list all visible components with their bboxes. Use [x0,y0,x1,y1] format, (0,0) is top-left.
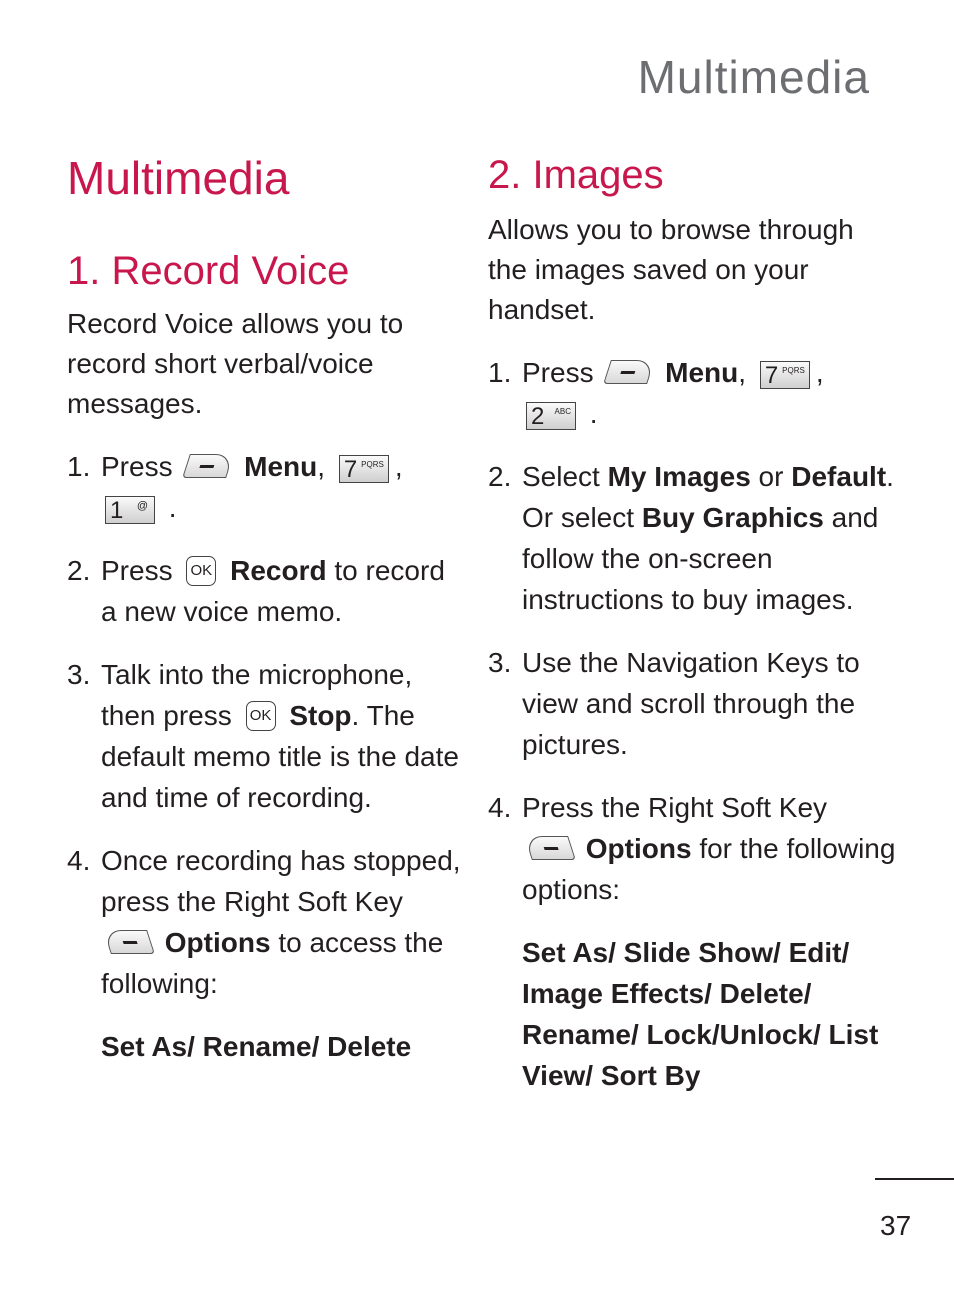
record-voice-options-list: Set As/ Rename/ Delete [101,1031,412,1062]
section-title-images: 2. Images [488,153,664,197]
step-text: Press [101,451,173,482]
step-number: 1. [67,451,91,482]
left-soft-key-icon [603,360,655,384]
step-number: 1. [488,357,512,388]
images-options-list: Set As/ Slide Show/ Edit/ Image Effects/ Delete/ Rename/ Lock/Unlock/ List View/ Sort By [522,937,879,1091]
page-number: 37 [880,1210,912,1241]
images-step-1: 1. Press Menu, 7 PQRS , 2 ABC . [488,352,898,434]
menu-label: Menu [665,357,739,388]
left-column [67,150,462,1067]
record-voice-step-2: 2. Press OK Record to record a new voice memo. [67,550,462,632]
key-1-icon: 1 @ [105,496,155,524]
record-label: Record [230,555,327,586]
menu-label: Menu [244,451,318,482]
record-voice-step-4: 4. Once recording has stopped, press the Right Soft Key Options to access the following: [67,840,462,1004]
right-soft-key-icon [524,836,576,860]
right-column [488,150,898,1096]
images-step-4: 4. Press the Right Soft Key Options for the following options: [488,787,898,910]
left-soft-key-icon [182,454,234,478]
key-7-icon: 7 PQRS [760,361,810,389]
ok-key-icon: OK [246,701,276,731]
options-label: Options [585,833,692,864]
step-number: 2. [488,461,512,492]
step-number: 4. [67,845,91,876]
key-2-icon: 2 ABC [526,402,576,430]
buy-graphics-label: Buy Graphics [641,502,824,533]
footer-rule [875,1178,954,1180]
chapter-title: Multimedia [67,152,290,204]
key-7-icon: 7 PQRS [339,455,389,483]
step-number: 3. [488,647,512,678]
record-voice-step-3: 3. Talk into the microphone, then press OK Stop. The default memo title is the date and time of recording. [67,654,462,818]
my-images-label: My Images [607,461,751,492]
images-intro: Allows you to browse through the images saved on your handset. [488,214,854,325]
default-label: Default [791,461,887,492]
ok-key-icon: OK [186,556,216,586]
record-voice-step-1: 1. Press Menu, 7 PQRS , 1 @ . [67,446,462,528]
stop-label: Stop [289,700,352,731]
options-label: Options [164,927,271,958]
step-number: 4. [488,792,512,823]
step-number: 2. [67,555,91,586]
section-title-record-voice: 1. Record Voice [67,249,350,293]
step-number: 3. [67,659,91,690]
images-step-2: 2. Select My Images or Default. Or select Buy Graphics and follow the on-screen instructions to buy images. [488,456,898,620]
record-voice-intro: Record Voice allows you to record short verbal/voice messages. [67,308,404,419]
running-header: Multimedia [637,51,870,103]
right-soft-key-icon [103,930,155,954]
images-step-3: 3. Use the Navigation Keys to view and scroll through the pictures. [488,642,898,765]
